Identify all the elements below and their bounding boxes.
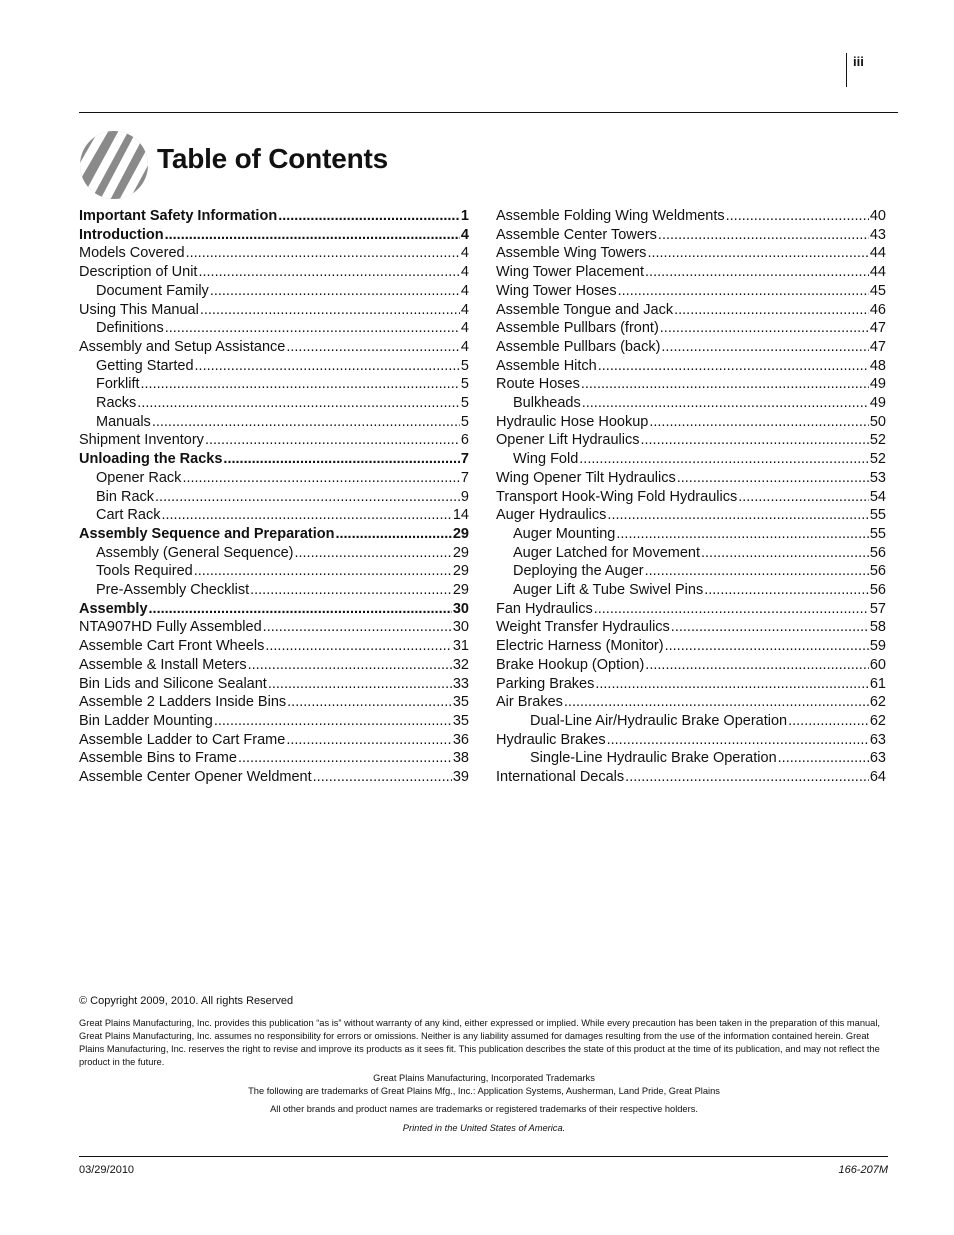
toc-leader-dots [645, 656, 869, 675]
toc-entry[interactable] [496, 749, 886, 768]
toc-entry-page: 64 [869, 769, 886, 786]
toc-entry[interactable] [79, 712, 469, 731]
toc-entry-page: 50 [869, 413, 886, 430]
toc-leader-dots [141, 375, 460, 394]
toc-entry-label: Assemble 2 Ladders Inside Bins [79, 694, 287, 711]
toc-entry[interactable] [79, 469, 469, 488]
toc-entry-label: Manuals [96, 413, 151, 430]
toc-entry-page: 57 [869, 600, 886, 617]
toc-entry-page: 56 [869, 582, 886, 599]
toc-column-right [496, 207, 886, 787]
toc-leader-dots [582, 394, 869, 413]
toc-entry-page: 56 [869, 563, 886, 580]
toc-entry-page: 44 [869, 245, 886, 262]
toc-entry-label: Weight Transfer Hydraulics [496, 619, 670, 636]
toc-leader-dots [674, 301, 869, 320]
document-date: 03/29/2010 [79, 1164, 135, 1176]
toc-leader-dots [595, 675, 869, 694]
toc-entry-page: 6 [460, 432, 469, 449]
toc-leader-dots [198, 263, 459, 282]
toc-entry[interactable] [496, 394, 886, 413]
toc-entry-label: Assemble Cart Front Wheels [79, 638, 265, 655]
printed-notice: Printed in the United States of America. [402, 1123, 566, 1133]
toc-entry-label: Wing Tower Placement [496, 264, 645, 281]
toc-entry-page: 1 [460, 208, 469, 224]
toc-entry[interactable] [496, 693, 886, 712]
trademarks-list: The following are trademarks of Great Plains Mfg., Inc.: Application Systems, Ausherman, Land Pride, Great Plains [248, 1086, 720, 1096]
toc-entry-label: Bin Ladder Mounting [79, 712, 213, 729]
toc-entry-label: International Decals [496, 769, 625, 786]
toc-entry-label: NTA907HD Fully Assembled [79, 619, 262, 636]
toc-entry[interactable] [496, 263, 886, 282]
toc-entry-page: 5 [460, 413, 469, 430]
toc-entry[interactable] [496, 319, 886, 338]
toc-entry-label: Assembly (General Sequence) [96, 544, 294, 561]
toc-leader-dots [214, 712, 452, 731]
toc-entry[interactable] [496, 431, 886, 450]
toc-entry-label: Assemble Center Towers [496, 226, 657, 243]
toc-entry-page: 47 [869, 320, 886, 337]
toc-entry[interactable] [79, 319, 469, 338]
toc-entry-label: Hydraulic Brakes [496, 731, 606, 748]
toc-entry-page: 45 [869, 282, 886, 299]
toc-entry[interactable] [496, 207, 886, 226]
toc-entry-label: Assemble Ladder to Cart Frame [79, 731, 286, 748]
toc-entry[interactable] [79, 226, 469, 245]
toc-leader-dots [598, 357, 869, 376]
toc-leader-dots [278, 207, 460, 226]
toc-entry-page: 7 [460, 451, 469, 468]
header-rule [79, 112, 898, 113]
toc-entry-label: Cart Rack [96, 507, 161, 524]
toc-entry[interactable] [79, 375, 469, 394]
toc-leader-dots [152, 413, 460, 432]
toc-entry-label: Pre-Assembly Checklist [96, 582, 250, 599]
toc-entry-page: 43 [869, 226, 886, 243]
toc-entry-label: Introduction [79, 226, 164, 243]
toc-entry-label: Unloading the Racks [79, 451, 223, 468]
toc-entry-label: Assemble Wing Towers [496, 245, 647, 262]
toc-entry-label: Racks [96, 395, 137, 412]
page-title: Table of Contents [157, 143, 388, 174]
toc-entry[interactable] [79, 637, 469, 656]
toc-entry[interactable] [79, 244, 469, 263]
toc-entry[interactable] [496, 600, 886, 619]
disclaimer-text: Great Plains Manufacturing, Inc. provides this publication “as is” without warranty of any kind, either expressed or implied. While every precaution has been taken in the preparation of this manual, Great Plains Manufacturing, Inc. assumes no responsibility for errors or omissions. Neither is any liability assumed for damages resulting from the use of the information contained herein. Great Plains Manufacturing, Inc. reserves the right to revise and improve its products as it sees fit. This publication describes the state of this product at the time of its publication, and may not reflect the product in the future. [79, 1018, 880, 1067]
toc-entry-label: Assembly and Setup Assistance [79, 338, 286, 355]
toc-entry-page: 52 [869, 432, 886, 449]
toc-entry-page: 62 [869, 712, 886, 729]
toc-leader-dots [616, 525, 868, 544]
toc-entry-page: 63 [869, 750, 886, 767]
toc-entry[interactable] [79, 207, 469, 226]
toc-leader-dots [268, 675, 452, 694]
toc-column-left [79, 207, 469, 787]
copyright-notice: © Copyright 2009, 2010. All rights Reserved [79, 995, 294, 1007]
toc-entry-label: Models Covered [79, 245, 185, 262]
toc-entry-label: Assemble & Install Meters [79, 656, 247, 673]
toc-entry-label: Auger Mounting [513, 525, 616, 542]
toc-entry-label: Dual-Line Air/Hydraulic Brake Operation [530, 712, 788, 729]
toc-entry-label: Deploying the Auger [513, 563, 644, 580]
toc-entry-page: 4 [460, 320, 469, 337]
toc-entry[interactable] [496, 469, 886, 488]
toc-entry-page: 4 [460, 226, 469, 243]
toc-entry-label: Assembly Sequence and Preparation [79, 525, 335, 542]
toc-leader-dots [313, 768, 452, 787]
toc-entry-label: Important Safety Information [79, 208, 278, 224]
toc-entry[interactable] [496, 618, 886, 637]
toc-entry-label: Assemble Tongue and Jack [496, 301, 674, 318]
toc-entry-page: 56 [869, 544, 886, 561]
toc-entry-page: 59 [869, 638, 886, 655]
toc-leader-dots [660, 319, 869, 338]
toc-entry-label: Bulkheads [513, 395, 581, 412]
toc-entry-page: 58 [869, 619, 886, 636]
toc-leader-dots [294, 544, 451, 563]
toc-leader-dots [186, 244, 460, 263]
toc-entry[interactable] [79, 749, 469, 768]
toc-leader-dots [195, 357, 460, 376]
toc-entry-page: 29 [452, 525, 469, 542]
toc-entry[interactable] [496, 675, 886, 694]
toc-leader-dots [704, 581, 869, 600]
toc-entry-label: Air Brakes [496, 694, 563, 711]
toc-entry-page: 46 [869, 301, 886, 318]
toc-entry-label: Bin Lids and Silicone Sealant [79, 675, 267, 692]
toc-entry-page: 63 [869, 731, 886, 748]
toc-entry-label: Wing Tower Hoses [496, 282, 617, 299]
toc-entry-page: 52 [869, 451, 886, 468]
toc-entry-page: 29 [452, 563, 469, 580]
toc-entry-label: Using This Manual [79, 301, 199, 318]
toc-entry-page: 39 [452, 769, 469, 786]
toc-leader-dots [238, 749, 452, 768]
toc-entry-label: Single-Line Hydraulic Brake Operation [530, 750, 777, 767]
toc-leader-dots [155, 488, 460, 507]
toc-entry-label: Wing Opener Tilt Hydraulics [496, 469, 676, 486]
toc-entry-label: Getting Started [96, 357, 194, 374]
page-number: iii [853, 54, 864, 69]
toc-entry-label: Fan Hydraulics [496, 600, 593, 617]
trademarks-title: Great Plains Manufacturing, Incorporated Trademarks [373, 1073, 595, 1083]
toc-entry-page: 49 [869, 395, 886, 412]
toc-entry-label: Opener Lift Hydraulics [496, 432, 640, 449]
toc-leader-dots [335, 525, 451, 544]
toc-entry-label: Definitions [96, 320, 164, 337]
toc-entry[interactable] [496, 768, 886, 787]
toc-entry[interactable] [79, 581, 469, 600]
toc-entry-label: Route Hoses [496, 376, 580, 393]
toc-entry[interactable] [79, 357, 469, 376]
toc-entry[interactable] [496, 282, 886, 301]
toc-entry-page: 31 [452, 638, 469, 655]
toc-entry[interactable] [496, 413, 886, 432]
toc-entry[interactable] [79, 731, 469, 750]
toc-leader-dots [263, 618, 452, 637]
toc-entry-label: Hydraulic Hose Hookup [496, 413, 649, 430]
toc-leader-dots [647, 244, 868, 263]
toc-leader-dots [625, 768, 869, 787]
toc-entry-page: 29 [452, 582, 469, 599]
toc-leader-dots [165, 226, 460, 245]
toc-leader-dots [161, 506, 451, 525]
toc-entry[interactable] [496, 301, 886, 320]
toc-entry-label: Auger Lift & Tube Swivel Pins [513, 582, 704, 599]
toc-entry-label: Shipment Inventory [79, 432, 204, 449]
toc-entry-label: Electric Harness (Monitor) [496, 638, 664, 655]
toc-leader-dots [661, 338, 868, 357]
toc-entry[interactable] [79, 263, 469, 282]
toc-entry-page: 5 [460, 357, 469, 374]
toc-entry[interactable] [496, 637, 886, 656]
toc-entry[interactable] [79, 338, 469, 357]
toc-leader-dots [205, 431, 460, 450]
toc-entry[interactable] [79, 656, 469, 675]
toc-entry-page: 4 [460, 264, 469, 281]
toc-entry-page: 4 [460, 338, 469, 355]
toc-entry[interactable] [79, 675, 469, 694]
header-divider [846, 53, 847, 87]
toc-entry[interactable] [496, 244, 886, 263]
toc-leader-dots [607, 731, 869, 750]
toc-leader-dots [658, 226, 869, 245]
toc-entry[interactable] [496, 525, 886, 544]
toc-entry-label: Assemble Folding Wing Weldments [496, 208, 725, 224]
toc-entry[interactable] [496, 226, 886, 245]
document-number: 166-207M [838, 1164, 888, 1176]
toc-entry[interactable] [496, 338, 886, 357]
toc-leader-dots [594, 600, 869, 619]
toc-leader-dots [738, 488, 869, 507]
toc-entry-page: 61 [869, 675, 886, 692]
toc-entry-page: 33 [452, 675, 469, 692]
toc-entry[interactable] [496, 506, 886, 525]
toc-leader-dots [649, 413, 869, 432]
toc-leader-dots [286, 731, 452, 750]
toc-entry-label: Transport Hook-Wing Fold Hydraulics [496, 488, 738, 505]
toc-entry-page: 55 [869, 507, 886, 524]
toc-entry[interactable] [79, 618, 469, 637]
toc-entry[interactable] [79, 394, 469, 413]
toc-leader-dots [265, 637, 452, 656]
toc-entry-page: 30 [452, 619, 469, 636]
toc-entry[interactable] [79, 768, 469, 787]
toc-entry-page: 47 [869, 338, 886, 355]
toc-entry-page: 4 [460, 301, 469, 318]
toc-leader-dots [579, 450, 869, 469]
toc-leader-dots [250, 581, 452, 600]
toc-entry[interactable] [79, 693, 469, 712]
toc-leader-dots [607, 506, 868, 525]
toc-entry-page: 14 [452, 507, 469, 524]
toc-entry[interactable] [79, 525, 469, 544]
great-plains-logo-icon [79, 130, 149, 200]
other-brands-notice: All other brands and product names are trademarks or registered trademarks of their respective holders. [270, 1104, 698, 1114]
toc-entry[interactable] [79, 544, 469, 563]
toc-entry[interactable] [79, 562, 469, 581]
toc-entry-page: 7 [460, 469, 469, 486]
toc-entry-label: Assemble Pullbars (back) [496, 338, 661, 355]
toc-entry[interactable] [79, 600, 469, 619]
toc-entry[interactable] [79, 506, 469, 525]
toc-entry-label: Tools Required [96, 563, 193, 580]
toc-leader-dots [149, 600, 452, 619]
toc-entry-page: 36 [452, 731, 469, 748]
toc-entry-label: Wing Fold [513, 451, 579, 468]
toc-leader-dots [726, 207, 869, 226]
toc-entry-page: 48 [869, 357, 886, 374]
toc-entry[interactable] [496, 488, 886, 507]
toc-leader-dots [182, 469, 459, 488]
toc-leader-dots [165, 319, 460, 338]
toc-entry-page: 5 [460, 395, 469, 412]
toc-entry-page: 55 [869, 525, 886, 542]
toc-leader-dots [287, 693, 452, 712]
toc-entry-label: Description of Unit [79, 264, 198, 281]
toc-leader-dots [564, 693, 869, 712]
toc-entry[interactable] [496, 656, 886, 675]
toc-entry-label: Parking Brakes [496, 675, 595, 692]
toc-leader-dots [640, 431, 868, 450]
toc-entry-page: 30 [452, 600, 469, 617]
toc-entry[interactable] [79, 282, 469, 301]
toc-entry-label: Brake Hookup (Option) [496, 656, 645, 673]
toc-entry[interactable] [79, 488, 469, 507]
toc-entry-page: 44 [869, 264, 886, 281]
toc-entry-page: 53 [869, 469, 886, 486]
toc-entry-label: Assemble Center Opener Weldment [79, 769, 312, 786]
toc-entry-page: 60 [869, 656, 886, 673]
toc-entry-page: 4 [460, 282, 469, 299]
toc-entry[interactable] [79, 450, 469, 469]
toc-entry-page: 5 [460, 376, 469, 393]
toc-leader-dots [210, 282, 460, 301]
toc-leader-dots [645, 263, 869, 282]
toc-entry-label: Assemble Hitch [496, 357, 597, 374]
toc-leader-dots [137, 394, 460, 413]
toc-entry-page: 62 [869, 694, 886, 711]
toc-leader-dots [677, 469, 869, 488]
toc-leader-dots [671, 618, 869, 637]
toc-leader-dots [701, 544, 869, 563]
toc-entry-page: 35 [452, 694, 469, 711]
toc-entry[interactable] [496, 562, 886, 581]
toc-entry-page: 32 [452, 656, 469, 673]
toc-leader-dots [581, 375, 869, 394]
toc-leader-dots [223, 450, 460, 469]
footer-rule [79, 1156, 888, 1157]
toc-entry-page: 54 [869, 488, 886, 505]
toc-leader-dots [200, 301, 460, 320]
toc-leader-dots [248, 656, 452, 675]
toc-entry-page: 9 [460, 488, 469, 505]
toc-entry-page: 29 [452, 544, 469, 561]
toc-entry-label: Bin Rack [96, 488, 155, 505]
toc-entry[interactable] [79, 413, 469, 432]
toc-entry-page: 40 [869, 208, 886, 224]
toc-leader-dots [286, 338, 460, 357]
toc-entry[interactable] [496, 357, 886, 376]
toc-entry[interactable] [79, 431, 469, 450]
toc-entry-label: Assemble Bins to Frame [79, 750, 237, 767]
toc-entry-page: 38 [452, 750, 469, 767]
toc-entry-label: Auger Latched for Movement [513, 544, 700, 561]
toc-entry-label: Document Family [96, 282, 209, 299]
toc-leader-dots [778, 749, 869, 768]
toc-leader-dots [194, 562, 452, 581]
toc-leader-dots [788, 712, 869, 731]
toc-entry[interactable] [496, 731, 886, 750]
toc-entry-label: Auger Hydraulics [496, 507, 607, 524]
toc-entry-page: 49 [869, 376, 886, 393]
toc-entry[interactable] [496, 712, 886, 731]
toc-entry-page: 35 [452, 712, 469, 729]
toc-entry-label: Opener Rack [96, 469, 182, 486]
toc-leader-dots [665, 637, 869, 656]
toc-entry-page: 4 [460, 245, 469, 262]
toc-entry[interactable] [496, 544, 886, 563]
toc-entry[interactable] [496, 450, 886, 469]
toc-entry-label: Assembly [79, 600, 148, 617]
toc-entry-label: Assemble Pullbars (front) [496, 320, 659, 337]
toc-leader-dots [618, 282, 869, 301]
toc-entry-label: Forklift [96, 376, 140, 393]
toc-entry[interactable] [496, 375, 886, 394]
toc-leader-dots [645, 562, 869, 581]
toc-entry[interactable] [79, 301, 469, 320]
toc-entry[interactable] [496, 581, 886, 600]
